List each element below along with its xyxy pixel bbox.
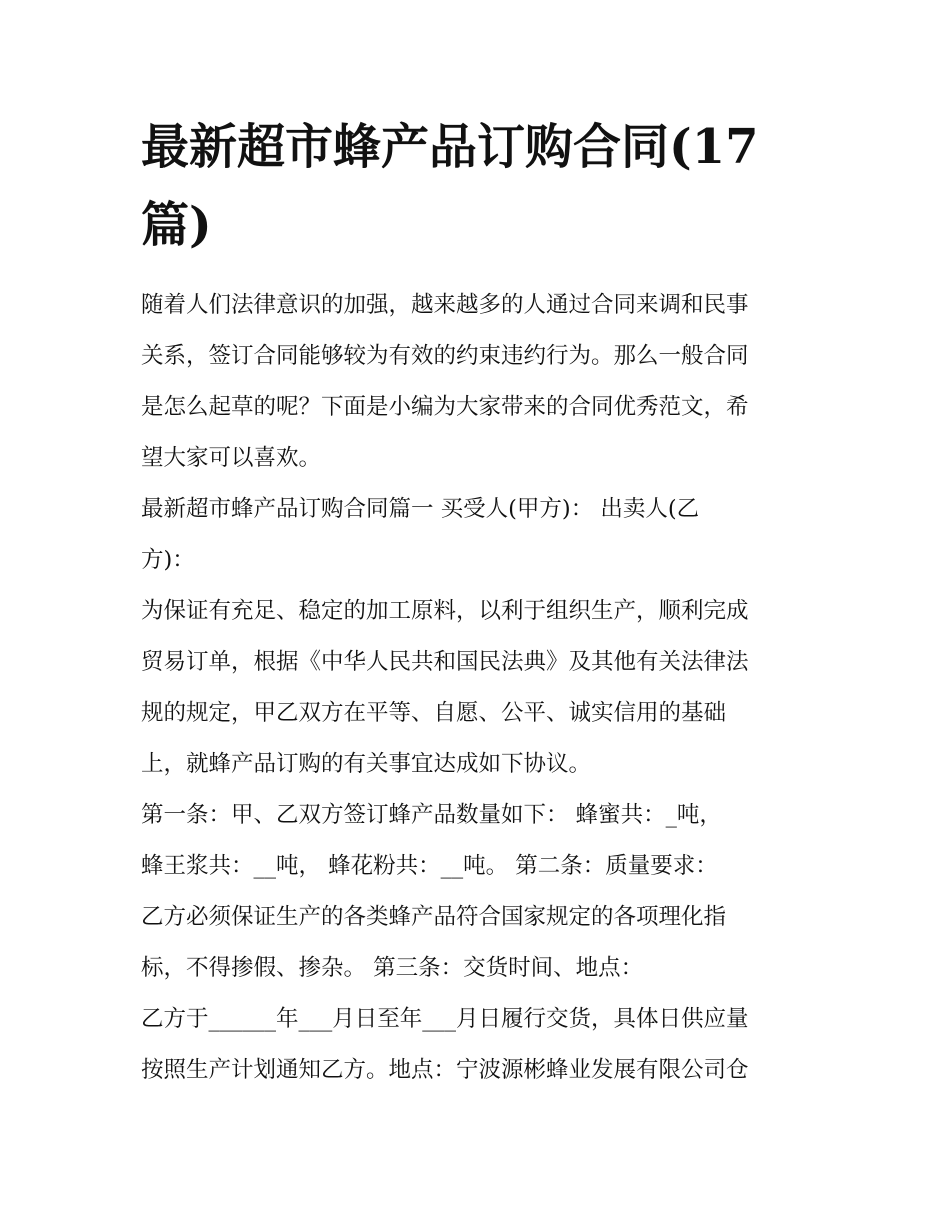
document-content [141, 108, 813, 1096]
title-line: 篇) [141, 197, 212, 253]
body-line: 随着人们法律意识的加强，越来越多的人通过合同来调和民事 [141, 292, 749, 318]
body-line: 乙方必须保证生产的各类蜂产品符合国家规定的各项理化指 [141, 904, 727, 930]
body-line: 第一条：甲、乙双方签订蜂产品数量如下： 蜂蜜共：_吨， [141, 802, 722, 828]
body-line: 标，不得掺假、掺杂。 第三条：交货时间、地点： [141, 955, 644, 981]
body-line: 望大家可以喜欢。 [141, 445, 322, 471]
body-line: 最新超市蜂产品订购合同篇一 买受人(甲方)： 出卖人(乙 [141, 496, 700, 522]
title-line: 最新超市蜂产品订购合同(17 [141, 119, 759, 175]
document-title [141, 108, 813, 264]
body-line: 乙方于______年___月日至年___月日履行交货，具体日供应量 [141, 1006, 749, 1032]
body-line: 贸易订单，根据《中华人民共和国民法典》及其他有关法律法 [141, 649, 749, 675]
body-line: 按照生产计划通知乙方。地点：宁波源彬蜂业发展有限公司仓 [141, 1057, 749, 1083]
body-line: 关系，签订合同能够较为有效的约束违约行为。那么一般合同 [141, 343, 749, 369]
body-line: 蜂王浆共：__吨， 蜂花粉共：__吨。 第二条：质量要求： [141, 853, 718, 879]
body-line: 规的规定，甲乙双方在平等、自愿、公平、诚实信用的基础 [141, 700, 727, 726]
body-line: 为保证有充足、稳定的加工原料，以利于组织生产，顺利完成 [141, 598, 749, 624]
body-line: 上，就蜂产品订购的有关事宜达成如下协议。 [141, 751, 592, 777]
body-line: 是怎么起草的呢？下面是小编为大家带来的合同优秀范文，希 [141, 394, 749, 420]
body-line: 方)： [141, 547, 195, 573]
document-body [141, 280, 813, 1096]
